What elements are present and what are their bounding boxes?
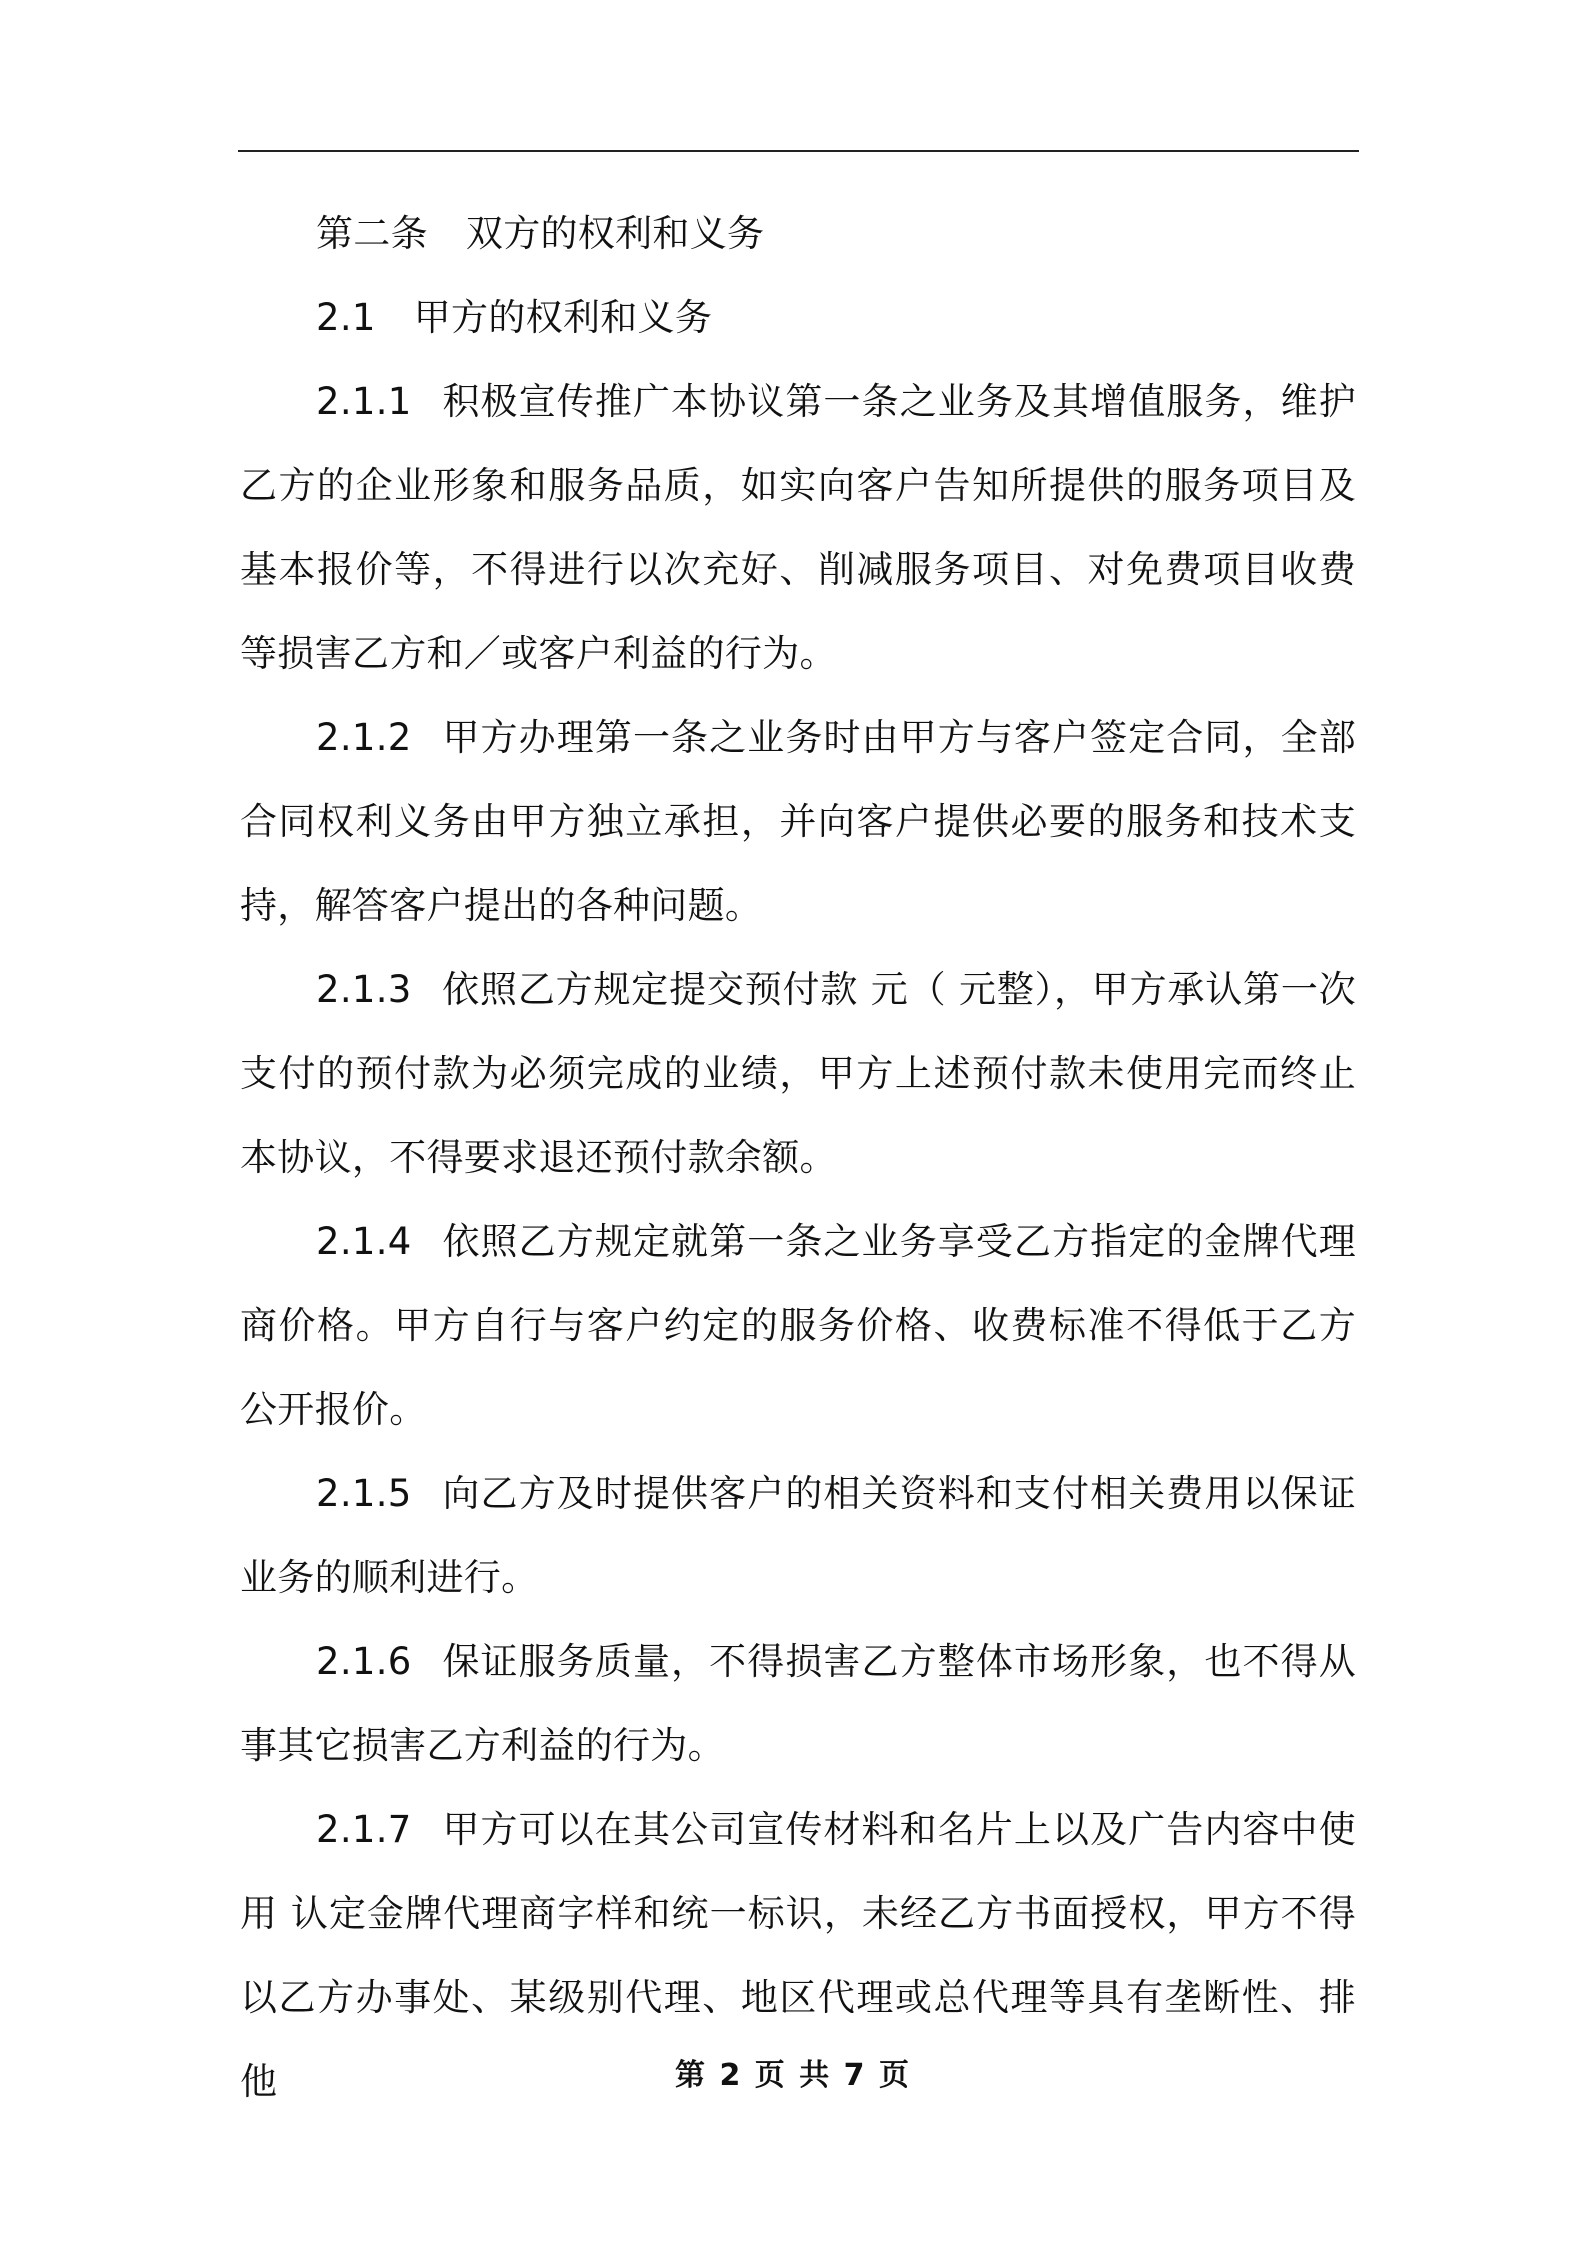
clause-2-1-3 [240, 948, 1356, 1200]
document-body [240, 192, 1356, 2124]
article-heading [240, 192, 1356, 276]
clause-2-1-2 [240, 696, 1356, 948]
clause-text: 依照乙方规定提交预付款 元（ 元整），甲方承认第一次支付的预付款为必须完成的业绩，甲方上述预付款未使用完而终止本协议，不得要求退还预付款余额。 [240, 968, 1356, 1179]
clause-number: 2.1.1 [316, 380, 412, 423]
clause-number: 2.1.4 [316, 1220, 412, 1263]
clause-text: 甲方可以在其公司宣传材料和名片上以及广告内容中使用 认定金牌代理商字样和统一标识，未经乙方书面授权，甲方不得以乙方办事处、某级别代理、地区代理或总代理等具有垄断性、排他 [240, 1808, 1356, 2103]
clause-text: 向乙方及时提供客户的相关资料和支付相关费用以保证业务的顺利进行。 [240, 1472, 1356, 1599]
page-number-footer: 第 2 页 共 7 页 [675, 2058, 911, 2093]
clause-number: 2.1.5 [316, 1472, 412, 1515]
article-number: 第二条 [316, 212, 428, 255]
clause-text: 依照乙方规定就第一条之业务享受乙方指定的金牌代理商价格。甲方自行与客户约定的服务价格、收费标准不得低于乙方公开报价。 [240, 1220, 1356, 1431]
section-heading [240, 276, 1356, 360]
clause-number: 2.1.6 [316, 1640, 412, 1683]
section-number: 2.1 [316, 296, 376, 339]
article-title: 双方的权利和义务 [465, 212, 765, 255]
clause-2-1-1 [240, 360, 1356, 696]
clause-number: 2.1.7 [316, 1808, 412, 1851]
clause-number: 2.1.3 [316, 968, 412, 1011]
clause-2-1-5 [240, 1452, 1356, 1620]
clause-text: 保证服务质量，不得损害乙方整体市场形象，也不得从事其它损害乙方利益的行为。 [240, 1640, 1356, 1767]
clause-text: 甲方办理第一条之业务时由甲方与客户签定合同，全部合同权利义务由甲方独立承担，并向客户提供必要的服务和技术支持，解答客户提出的各种问题。 [240, 716, 1356, 927]
clause-number: 2.1.2 [316, 716, 412, 759]
clause-2-1-4 [240, 1200, 1356, 1452]
clause-2-1-6 [240, 1620, 1356, 1788]
header-rule [238, 150, 1359, 152]
section-title: 甲方的权利和义务 [413, 296, 713, 339]
clause-text: 积极宣传推广本协议第一条之业务及其增值服务，维护乙方的企业形象和服务品质，如实向客户告知所提供的服务项目及基本报价等，不得进行以次充好、削减服务项目、对免费项目收费等损害乙方和／或客户利益的行为。 [240, 380, 1356, 675]
